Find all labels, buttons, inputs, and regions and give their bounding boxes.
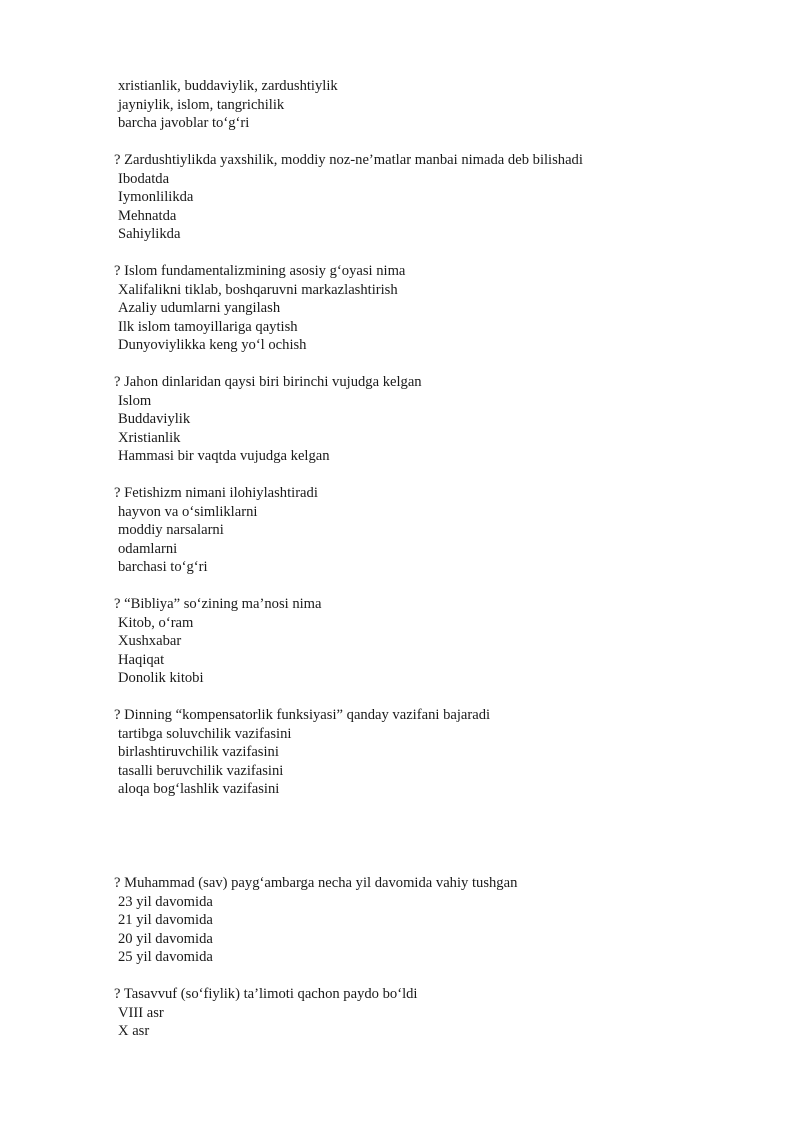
option: Haqiqat — [118, 651, 165, 668]
option: moddiy narsalarni — [118, 522, 224, 538]
option: X asr — [118, 1023, 150, 1039]
option: barcha javoblar to‘g‘ri — [118, 115, 250, 131]
option: 23 yil davomida — [118, 893, 213, 910]
option: Islom — [118, 392, 152, 409]
option: Xalifalikni tiklab, boshqaruvni markazlashtirish — [118, 281, 398, 298]
option: aloqa bog‘lashlik vazifasini — [118, 781, 280, 797]
question-text: ? Fetishizm nimani ilohiylashtiradi — [114, 485, 318, 501]
question-block — [114, 484, 754, 577]
option: xristianlik, buddaviylik, zardushtiylik — [118, 78, 338, 94]
question-text: ? Islom fundamentalizmining asosiy g‘oyasi nima — [114, 263, 406, 279]
option: Mehnatda — [118, 207, 177, 224]
continued-options — [114, 77, 754, 133]
question-block — [114, 262, 754, 355]
question-block — [114, 985, 754, 1041]
question-text: ? Muhammad (sav) payg‘ambarga necha yil davomida vahiy tushgan — [114, 875, 518, 891]
question-text: ? Tasavvuf (so‘fiylik) ta’limoti qachon paydo bo‘ldi — [114, 986, 418, 1002]
question-block — [114, 706, 754, 799]
option: 20 yil davomida — [118, 930, 213, 947]
option: VIII asr — [118, 1004, 164, 1021]
question-block — [114, 595, 754, 688]
option: odamlarni — [118, 540, 178, 557]
option: 25 yil davomida — [118, 949, 213, 965]
option: Xushxabar — [118, 633, 182, 649]
question-text: ? “Bibliya” so‘zining ma’nosi nima — [114, 596, 322, 612]
option: Ibodatda — [118, 170, 170, 187]
option: Donolik kitobi — [118, 670, 204, 686]
question-text: ? Jahon dinlaridan qaysi biri birinchi vujudga kelgan — [114, 374, 422, 390]
question-block — [114, 151, 754, 244]
option: Ilk islom tamoyillariga qaytish — [118, 318, 298, 335]
option: 21 yil davomida — [118, 912, 213, 928]
question-block — [114, 373, 754, 466]
option: Xristianlik — [118, 429, 181, 446]
question-text: ? Dinning “kompensatorlik funksiyasi” qanday vazifani bajaradi — [114, 707, 491, 723]
option: tasalli beruvchilik vazifasini — [118, 762, 284, 779]
option: Kitob, o‘ram — [118, 614, 194, 631]
option: hayvon va o‘simliklarni — [118, 503, 258, 520]
option: jayniylik, islom, tangrichilik — [118, 96, 285, 113]
option: Iymonlilikda — [118, 189, 194, 205]
option: tartibga soluvchilik vazifasini — [118, 725, 292, 742]
option: barchasi to‘g‘ri — [118, 559, 208, 575]
option: Sahiylikda — [118, 226, 181, 242]
question-text: ? Zardushtiylikda yaxshilik, moddiy noz-ne’matlar manbai nimada deb bilishadi — [114, 152, 583, 168]
option: Azaliy udumlarni yangilash — [118, 300, 281, 316]
option: Hammasi bir vaqtda vujudga kelgan — [118, 448, 330, 464]
option: Dunyoviylikka keng yo‘l ochish — [118, 337, 307, 353]
option: Buddaviylik — [118, 411, 191, 427]
question-block — [114, 874, 754, 967]
option: birlashtiruvchilik vazifasini — [118, 744, 279, 760]
